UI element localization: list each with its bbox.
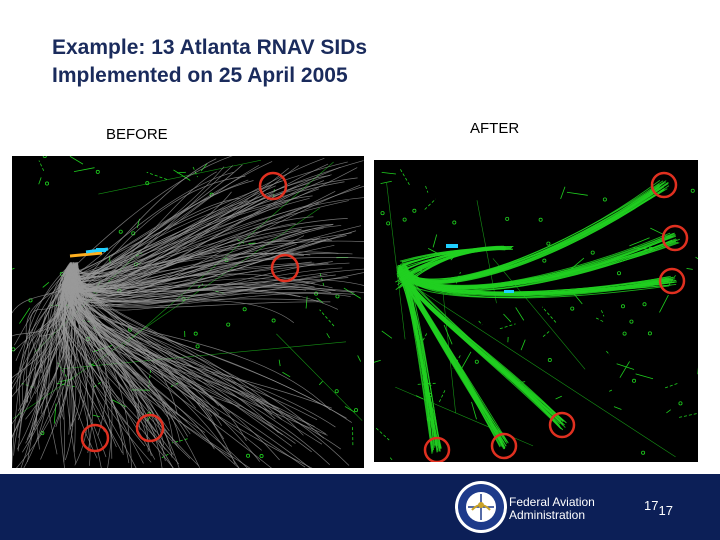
faa-name-line-1: Federal Aviation xyxy=(509,495,595,509)
footer-bar xyxy=(0,474,720,540)
after-flight-tracks xyxy=(395,180,679,453)
before-label: BEFORE xyxy=(106,126,168,143)
before-runway-marks xyxy=(70,248,108,256)
page-number xyxy=(644,498,673,518)
slide-title xyxy=(52,34,672,90)
faa-name-line-2: Administration xyxy=(509,508,586,522)
faa-seal-icon xyxy=(454,480,508,534)
page-number-sub: 17 xyxy=(658,503,673,518)
before-flight-track-map xyxy=(12,156,364,468)
before-flight-tracks xyxy=(12,156,364,468)
faa-name xyxy=(509,496,595,522)
page-number-main: 17 xyxy=(644,498,659,513)
before-radar-panel xyxy=(12,156,364,468)
title-line-1: Example: 13 Atlanta RNAV SIDs xyxy=(52,36,368,59)
after-map-background xyxy=(374,169,698,461)
title-line-2: Implemented on 25 April 2005 xyxy=(52,64,348,87)
after-radar-panel xyxy=(374,160,698,462)
after-flight-track-map xyxy=(374,160,698,462)
after-label: AFTER xyxy=(470,120,520,137)
